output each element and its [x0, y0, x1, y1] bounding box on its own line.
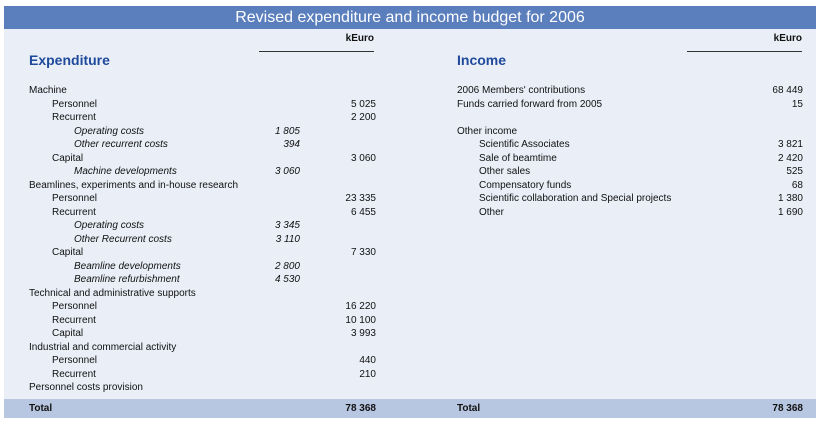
expenditure-row	[0, 341, 400, 354]
expenditure-row-value: 5 025	[350, 98, 376, 110]
income-row	[0, 138, 815, 151]
expenditure-row-label: Operating costs	[74, 125, 145, 137]
income-row-label: Other	[479, 206, 505, 218]
expenditure-row-label: Technical and administrative supports	[29, 287, 196, 299]
expenditure-row	[0, 314, 400, 327]
expenditure-row-value: 440	[359, 355, 376, 366]
income-row	[0, 98, 815, 111]
table-title: Revised expenditure and income budget for 2006	[4, 6, 816, 29]
expenditure-row-label: Recurrent	[52, 112, 96, 123]
expenditure-row-value: 210	[359, 368, 376, 380]
income-row-label: Compensatory funds	[479, 179, 572, 191]
expenditure-row-value: 10 100	[345, 314, 376, 326]
income-row	[0, 165, 815, 178]
expenditure-row-label: Other Recurrent costs	[74, 233, 172, 245]
income-row	[0, 84, 815, 97]
income-row-value: 68	[791, 179, 803, 191]
expenditure-row-subvalue: 394	[283, 139, 300, 150]
income-row-value: 68 449	[772, 85, 803, 96]
expenditure-row	[0, 273, 400, 286]
income-row-value: 1 690	[777, 206, 803, 218]
expenditure-row	[0, 287, 400, 300]
expenditure-row	[0, 233, 400, 246]
income-row-label: Scientific Associates	[479, 139, 570, 150]
expenditure-row-label: Beamlines, experiments and in-house research	[29, 179, 238, 191]
expenditure-row-label: Machine developments	[74, 166, 177, 177]
expenditure-unit-rule	[259, 51, 374, 52]
income-unit-rule	[687, 51, 802, 52]
income-row	[0, 111, 815, 124]
expenditure-row	[0, 260, 400, 273]
expenditure-row	[0, 327, 400, 340]
expenditure-row-label: Recurrent	[52, 206, 96, 218]
income-total-value: 78 368	[772, 403, 803, 414]
expenditure-row-subvalue: 3 110	[275, 233, 300, 245]
expenditure-row-label: Other recurrent costs	[74, 139, 168, 150]
expenditure-row-label: Operating costs	[74, 220, 145, 231]
expenditure-row-label: Personnel	[52, 355, 98, 366]
expenditure-row-label: Personnel costs provision	[29, 382, 143, 393]
expenditure-total-value: 78 368	[345, 403, 376, 414]
expenditure-row-value: 3 993	[350, 328, 376, 339]
expenditure-row-label: Machine	[29, 85, 67, 96]
expenditure-row-label: Industrial and commercial activity	[29, 341, 177, 353]
expenditure-row-subvalue: 1 805	[274, 125, 300, 137]
expenditure-row	[0, 354, 400, 367]
expenditure-row-label: Beamline refurbishment	[74, 274, 180, 285]
expenditure-row	[0, 300, 400, 313]
expenditure-row-label: Beamline developments	[74, 260, 181, 272]
expenditure-heading: Expenditure	[29, 52, 110, 68]
expenditure-row-label: Capital	[52, 328, 84, 339]
income-heading: Income	[457, 52, 507, 68]
income-row	[0, 125, 815, 138]
expenditure-row	[0, 381, 400, 394]
income-row-label: Other income	[457, 125, 518, 137]
expenditure-row-label: Personnel	[52, 301, 98, 312]
income-row-value: 15	[791, 98, 803, 110]
income-row-label: Funds carried forward from 2005	[457, 98, 603, 110]
expenditure-row-label: Personnel	[52, 193, 98, 204]
income-row-label: Scientific collaboration and Special projects	[479, 193, 672, 204]
expenditure-row	[0, 246, 400, 259]
expenditure-row-label: Personnel	[52, 98, 98, 110]
income-row-label: Sale of beamtime	[479, 152, 557, 164]
expenditure-row-label: Capital	[52, 152, 84, 164]
income-row-value: 525	[786, 166, 803, 177]
expenditure-row-value: 7 330	[350, 247, 376, 258]
income-row	[0, 152, 815, 165]
expenditure-row-value: 16 220	[345, 301, 376, 312]
expenditure-row-subvalue: 3 345	[274, 220, 300, 231]
expenditure-row-value: 23 335	[345, 193, 376, 204]
expenditure-row-subvalue: 3 060	[274, 166, 300, 177]
income-row-value: 3 821	[777, 139, 803, 150]
expenditure-total-label: Total	[29, 403, 53, 414]
income-row-value: 1 380	[777, 193, 803, 204]
income-total-label: Total	[457, 403, 481, 414]
expenditure-row-subvalue: 4 530	[274, 274, 300, 285]
expenditure-row-label: Capital	[52, 247, 84, 258]
expenditure-row-subvalue: 2 800	[274, 260, 300, 272]
expenditure-row	[0, 368, 400, 381]
income-unit-label: kEuro	[773, 33, 802, 44]
expenditure-row-label: Recurrent	[52, 368, 96, 380]
income-row	[0, 206, 815, 219]
income-row	[0, 192, 815, 205]
expenditure-row	[0, 219, 400, 232]
expenditure-unit-label: kEuro	[345, 33, 374, 44]
expenditure-row-label: Recurrent	[52, 314, 96, 326]
expenditure-row-value: 6 455	[350, 206, 376, 218]
total-bar	[4, 399, 816, 418]
income-row	[0, 179, 815, 192]
income-row-label: Other sales	[479, 166, 531, 177]
expenditure-row-value: 3 060	[350, 152, 376, 164]
income-row-label: 2006 Members' contributions	[457, 85, 586, 96]
expenditure-row-value: 2 200	[350, 112, 376, 123]
income-row-value: 2 420	[777, 152, 803, 164]
